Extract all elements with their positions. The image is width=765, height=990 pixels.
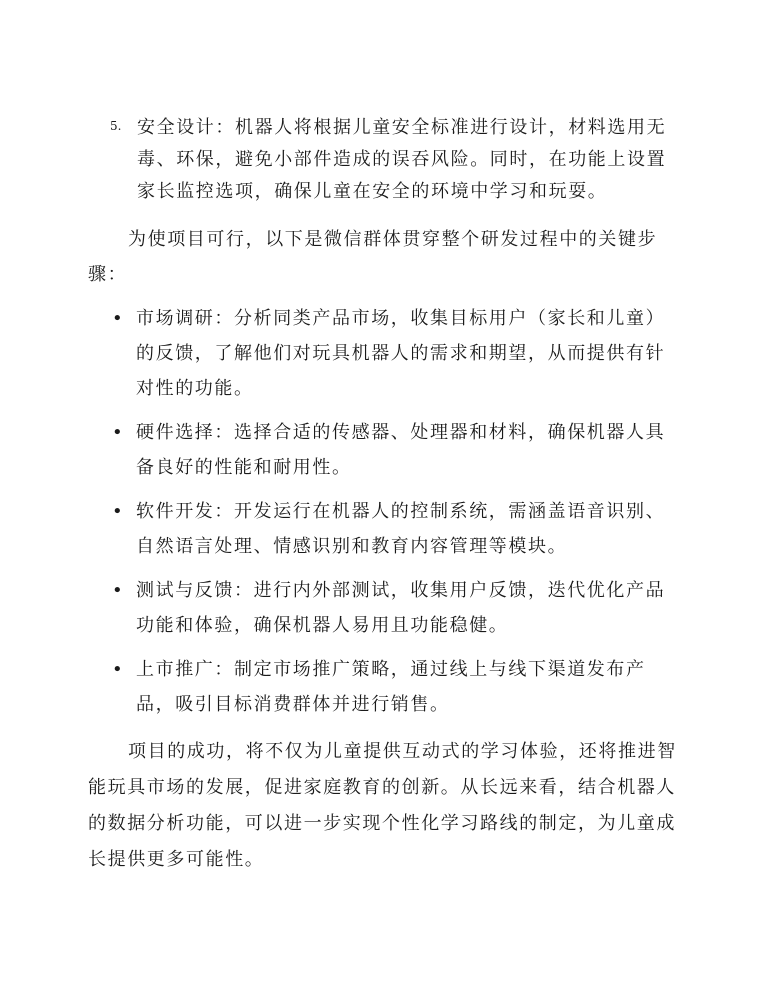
- intro-paragraph: 为使项目可行，以下是微信群体贯穿整个研发过程中的关键步骤：: [88, 229, 658, 285]
- list-item-text: 上市推广：制定市场推广策略，通过线上与线下渠道发布产品，吸引目标消费群体并进行销售。: [136, 659, 646, 715]
- list-item: [112, 494, 682, 564]
- list-item-text: 测试与反馈：进行内外部测试，收集用户反馈，迭代优化产品功能和体验，确保机器人易用且功能稳健。: [136, 580, 666, 636]
- list-item: [112, 415, 682, 485]
- bullet-icon: •: [112, 308, 123, 329]
- bullet-icon: •: [112, 501, 123, 522]
- key-steps-list: [112, 301, 682, 731]
- bullet-icon: •: [112, 659, 123, 680]
- list-item-text: 硬件选择：选择合适的传感器、处理器和材料，确保机器人具备良好的性能和耐用性。: [136, 422, 666, 478]
- safety-design-text: 安全设计：机器人将根据儿童安全标准进行设计，材料选用无毒、环保，避免小部件造成的误吞风险。同时，在功能上设置家长监控选项，确保儿童在安全的环境中学习和玩耍。: [137, 117, 667, 202]
- list-item: [112, 573, 682, 643]
- list-item-text: 市场调研：分析同类产品市场，收集目标用户（家长和儿童）的反馈，了解他们对玩具机器人的需求和期望，从而提供有针对性的功能。: [136, 308, 666, 399]
- list-item: [112, 301, 682, 406]
- conclusion-paragraph: 项目的成功，将不仅为儿童提供互动式的学习体验，还将推进智能玩具市场的发展，促进家庭教育的创新。从长远来看，结合机器人的数据分析功能，可以进一步实现个性化学习路线的制定，为儿童成长提供更多可能性。: [88, 741, 677, 870]
- list-number: 5.: [110, 119, 122, 133]
- bullet-icon: •: [112, 580, 123, 601]
- numbered-list-item: [110, 112, 680, 208]
- list-item: [112, 652, 682, 722]
- list-item-text: 软件开发：开发运行在机器人的控制系统，需涵盖语音识别、自然语言处理、情感识别和教育内容管理等模块。: [136, 501, 666, 557]
- bullet-icon: •: [112, 422, 123, 443]
